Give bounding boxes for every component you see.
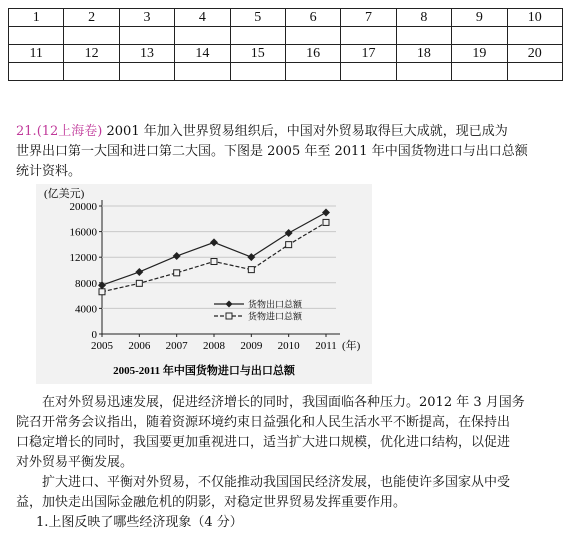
answer-cell[interactable] — [507, 27, 562, 45]
x-tick-label: 2011 — [315, 340, 337, 352]
answer-number: 7 — [341, 9, 396, 27]
question-source: (12上海卷) — [36, 124, 103, 139]
passage-line: 院召开常务会议指出，随着资源环境约束日益强化和人民生活水平不断提高，在保持出 — [16, 415, 511, 430]
import-point — [99, 289, 105, 295]
answer-cell[interactable] — [396, 63, 451, 81]
answer-number-row-2 — [9, 45, 563, 63]
answer-cell[interactable] — [64, 63, 119, 81]
question-text: 世界出口第一大国和进口第二大国。下图是 2005 年至 2011 年中国货物进口与出口总额 — [16, 144, 528, 159]
passage-line: 在对外贸易迅速发展，促进经济增长的同时，我国面临各种压力。2012 年 3 月国务 — [42, 395, 525, 410]
question-intro — [16, 122, 528, 182]
answer-cell[interactable] — [452, 27, 507, 45]
answer-cell[interactable] — [175, 27, 230, 45]
answer-cell[interactable] — [9, 63, 64, 81]
answer-number: 14 — [175, 45, 230, 63]
chart-title: 2005-2011 年中国货物进口与出口总额 — [113, 365, 295, 377]
trade-chart-svg — [36, 184, 372, 384]
y-tick-label: 0 — [91, 329, 97, 341]
x-tick-label: 2006 — [128, 340, 151, 352]
passage-line: 益，加快走出国际金融危机的阴影，对稳定世界贸易发挥重要作用。 — [16, 495, 407, 510]
answer-cell[interactable] — [341, 27, 396, 45]
import-point — [136, 280, 142, 286]
answer-number-row-1 — [9, 9, 563, 27]
legend-label: 货物出口总额 — [248, 299, 303, 310]
x-tick-label: 2009 — [240, 340, 263, 352]
answer-number: 8 — [396, 9, 451, 27]
question-text: 2001 年加入世界贸易组织后，中国对外贸易取得巨大成就，现已成为 — [106, 124, 508, 139]
y-tick-label: 16000 — [69, 226, 97, 239]
answer-cell[interactable] — [285, 63, 340, 81]
import-point — [286, 242, 292, 248]
x-tick-label: 2005 — [91, 340, 113, 352]
passage-line: 口稳定增长的同时，我国要更加重视进口，适当扩大进口规模，优化进口结构，以促进 — [16, 435, 511, 450]
passage — [16, 393, 525, 533]
sub-question-1: 1.上图反映了哪些经济现象（4 分） — [36, 515, 243, 530]
export-point — [135, 268, 143, 276]
passage-line: 扩大进口、平衡对外贸易，不仅能推动我国国民经济发展，也能使许多国家从中受 — [42, 475, 511, 490]
x-tick-label: 2007 — [165, 340, 188, 352]
question-number: 21. — [16, 124, 37, 139]
answer-blank-row-1 — [9, 27, 563, 45]
answer-cell[interactable] — [285, 27, 340, 45]
x-tick-label: 2010 — [277, 340, 300, 352]
answer-number: 11 — [9, 45, 64, 63]
answer-cell[interactable] — [119, 27, 174, 45]
export-point — [173, 252, 181, 260]
answer-number: 13 — [119, 45, 174, 63]
y-tick-label: 12000 — [69, 252, 97, 265]
answer-number: 4 — [175, 9, 230, 27]
answer-cell[interactable] — [396, 27, 451, 45]
answer-number: 17 — [341, 45, 396, 63]
import-point — [174, 270, 180, 276]
answer-number: 9 — [452, 9, 507, 27]
question-text: 统计资料。 — [16, 164, 82, 179]
x-tick-label: 2008 — [203, 340, 225, 352]
passage-line: 对外贸易平衡发展。 — [16, 455, 134, 470]
import-point — [211, 259, 217, 265]
answer-number: 12 — [64, 45, 119, 63]
answer-number: 20 — [507, 45, 562, 63]
answer-number: 15 — [230, 45, 285, 63]
legend-label: 货物进口总额 — [248, 311, 303, 322]
answer-number: 5 — [230, 9, 285, 27]
answer-cell[interactable] — [230, 27, 285, 45]
export-point — [322, 208, 330, 216]
import-point — [248, 267, 254, 273]
y-tick-label: 20000 — [69, 201, 97, 213]
answer-cell[interactable] — [230, 63, 285, 81]
x-axis-unit: (年) — [342, 340, 361, 352]
y-tick-label: 8000 — [75, 277, 97, 290]
import-point — [323, 219, 329, 225]
series-line — [102, 212, 326, 285]
legend-marker — [226, 313, 232, 319]
export-point — [247, 253, 255, 261]
answer-number: 19 — [452, 45, 507, 63]
answer-number: 18 — [396, 45, 451, 63]
export-point — [210, 238, 218, 246]
legend-marker — [226, 301, 233, 308]
answer-number: 16 — [285, 45, 340, 63]
answer-number: 6 — [285, 9, 340, 27]
answer-number: 2 — [64, 9, 119, 27]
answer-cell[interactable] — [9, 27, 64, 45]
answer-number: 10 — [507, 9, 562, 27]
y-axis-unit: (亿美元) — [44, 188, 85, 200]
answer-cell[interactable] — [452, 63, 507, 81]
answer-number: 1 — [9, 9, 64, 27]
answer-cell[interactable] — [119, 63, 174, 81]
y-tick-label: 4000 — [75, 303, 97, 316]
answer-cell[interactable] — [175, 63, 230, 81]
trade-chart — [36, 184, 372, 384]
answer-grid — [8, 8, 563, 81]
answer-number: 3 — [119, 9, 174, 27]
answer-cell[interactable] — [341, 63, 396, 81]
answer-cell[interactable] — [507, 63, 562, 81]
answer-blank-row-2 — [9, 63, 563, 81]
export-point — [285, 229, 293, 237]
answer-cell[interactable] — [64, 27, 119, 45]
